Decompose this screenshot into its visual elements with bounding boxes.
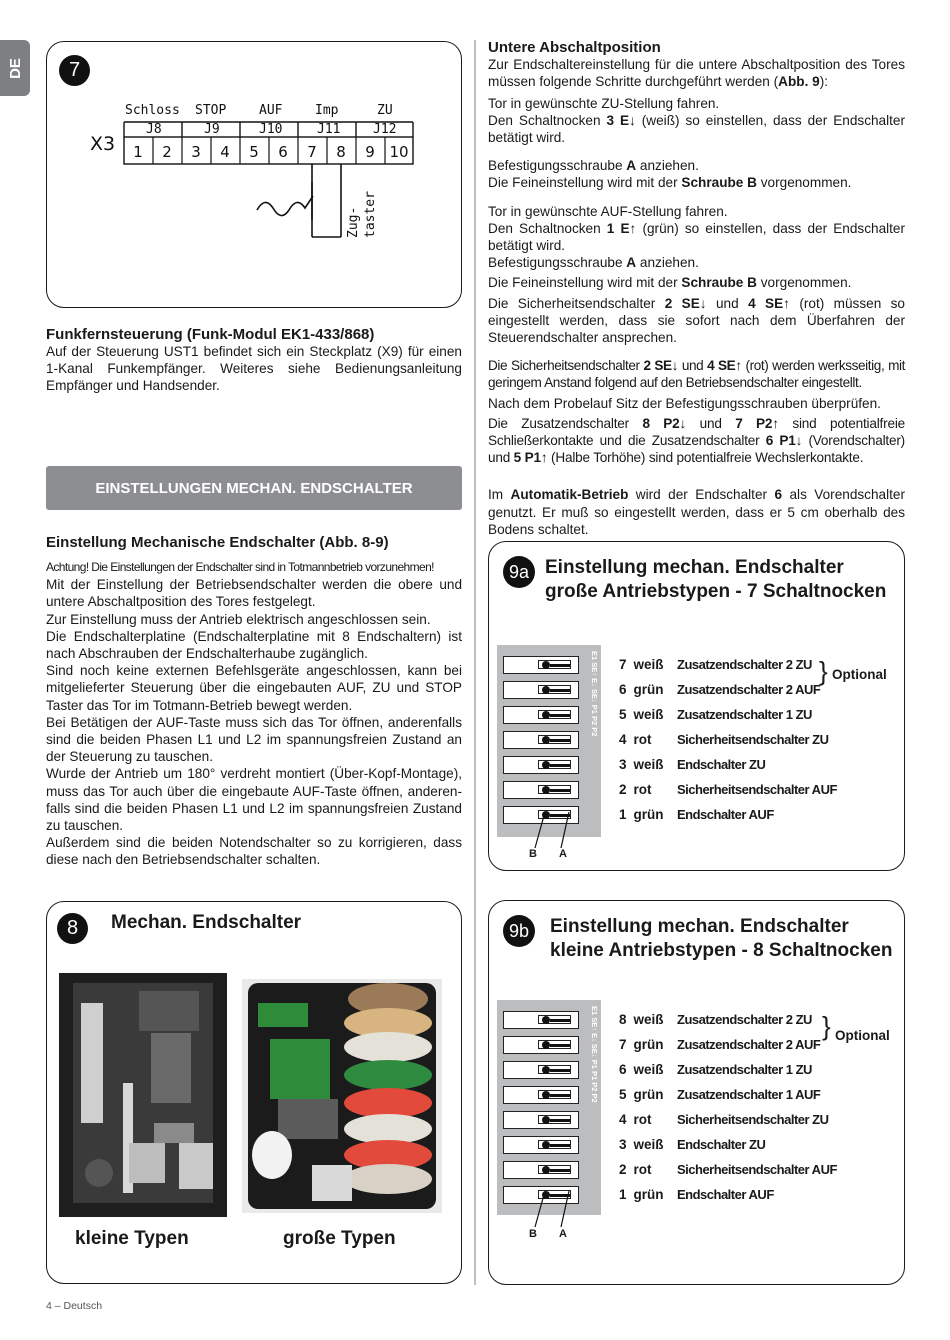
mech-section [46,534,462,869]
figure-9b-title [550,915,892,963]
photo-small-types [59,973,227,1217]
mech-paragraph-5: Bei Betätigen der AUF-Taste muss sich das Tor öffnen, anderenfalls sind die beiden Phasen L1 und L2 im spannungsfreien Zustand an der Steuerung zu tauschen. [46,714,462,765]
untere-safety-1: Die Sicherheitsendschalter 2 SE↓ und 4 SE↑ (rot) müssen so eingestellt werden, dass sie sofort nach dem Überfahren der Steuerendschalter ansprechen. [488,295,905,346]
switch-name: Zusatzendschalter 1 ZU [677,707,812,722]
switch-name: Zusatzendschalter 2 ZU [677,1012,812,1027]
switch-row-number-color [619,757,679,772]
switch-color: rot [633,1162,652,1177]
switch-number: 4 [619,1112,627,1127]
optional-brace-9b: } [822,1011,831,1041]
switch-row-number-color [619,1087,679,1102]
label-b-9b: B [529,1228,537,1240]
switch-number: 5 [619,1087,627,1102]
switch-color: grün [633,1187,664,1202]
mech-paragraph-1: Mit der Einstellung der Betriebsendschalter werden die obere und untere Abschaltposition des Tores festgelegt. [46,577,462,610]
switch-name: Zusatzendschalter 1 AUF [677,1087,821,1102]
figure-9a-title [545,556,886,604]
switch-name: Endschalter AUF [677,807,774,822]
untere-step-cam3: Den Schaltnocken 3 E↓ (weiß) so einstellen, dass der Endschalter betätigt wird. [488,112,905,146]
switch-number: 1 [619,807,627,822]
switch-color: rot [633,1112,652,1127]
terminal-1: 1 [133,143,143,161]
optional-label-9b: Optional [835,1028,890,1043]
switch-name: Zusatzendschalter 2 AUF [677,1037,821,1052]
jumper-label-j12: J12 [373,122,397,137]
jumper-label-j8: J8 [146,122,162,137]
jumper-label-j11: J11 [317,122,341,137]
figure-8-box [46,901,462,1284]
figure-9b-number: 9b [503,915,535,947]
switch-name: Sicherheitsendschalter AUF [677,1162,837,1177]
untere-additional: Die Zusatzendschalter 8 P2↓ und 7 P2↑ sind potentialfreie Schließerkontakte und die Zusatzendschalter 6 P1↓ (Vorendschalter) und 5 P1↑ (Halbe Torhöhe) sind potentialfreie Wechslerkontakte. [488,415,906,466]
untere-safety-2: Die Sicherheitsendschalter 2 SE↓ und 4 SE↑ (rot) werden werksseitig, mit geringem Anstand folgend auf den Betriebsendschalter eingestellt. [488,358,905,391]
group-label-imp: Imp [315,103,339,118]
mech-paragraph-4: Sind noch keine externen Befehlsgeräte angeschlossen, kann bei mitgelieferter Steuerung über die eingebauten AUF, ZU und STOP Taster das Tor im Totmann-Betrieb bewegt werden. [46,663,462,713]
pointer-lines-9b [497,1191,597,1241]
caption-large-types: große Typen [283,1228,396,1249]
funk-body: Auf der Steuerung UST1 befindet sich ein Steckplatz (X9) für einen 1-Kanal Funkempfänger. Weiteres siehe Bedienungsanleitung Empfänger und Handsender. [46,344,462,394]
language-tab [0,40,30,96]
switch-panel-label: E1 SE↑ E↓ SE↓ P1 P1 P2 P2 [590,1006,599,1103]
label-b-9a: B [529,848,537,860]
language-label: DE [6,57,24,79]
switch-row-number-color [619,657,679,672]
label-a-9b: A [559,1228,567,1240]
switch-color: grün [633,682,664,697]
pull-switch-label-2: taster [363,191,378,238]
mech-paragraph-3: Die Endschalterplatine (Endschalterplatine mit 8 Endschaltern) ist nach Abschrauben der Endschalterhaube zugänglich. [46,628,462,662]
switch-name: Zusatzendschalter 2 AUF [677,682,821,697]
switch-color: weiß [633,657,664,672]
terminal-5: 5 [249,143,259,161]
figure-7-number: 7 [59,55,90,86]
switch-name: Endschalter ZU [677,757,766,772]
section-banner: EINSTELLUNGEN MECHAN. ENDSCHALTER [46,466,462,510]
mech-paragraph-2: Zur Einstellung muss der Antrieb elektrisch angeschlossen sein. [46,611,431,627]
figure-9a-title-line-2: große Antriebstypen - 7 Schaltnocken [545,581,887,602]
terminal-9: 9 [365,143,375,161]
untere-intro: Zur Endschaltereinstellung für die untere Abschaltposition des Tores müssen folgende Schritte durchgeführt werden (Abb. 9): [488,57,905,90]
terminal-10: 10 [389,143,409,161]
terminal-8: 8 [336,143,346,161]
photo-large-types [242,979,442,1213]
switch-row-number-color [619,1112,679,1127]
switch-panel-label: E1 SE↑ E↓ SE↓ P1 P2 P2 [590,651,599,737]
mech-warning: Achtung! Die Einstellungen der Endschalter sind in Totmannbetrieb vorzunehmen! [46,560,434,574]
switch-name: Endschalter AUF [677,1187,774,1202]
switch-number: 6 [619,682,627,697]
figure-7-box [46,41,462,308]
terminal-2: 2 [162,143,172,161]
switch-number: 8 [619,1012,627,1027]
switch-name: Sicherheitsendschalter AUF [677,782,837,797]
switch-row-number-color [619,782,679,797]
untere-step-auf: Tor in gewünschte AUF-Stellung fahren. [488,203,728,219]
untere-heading: Untere Abschaltposition [488,39,661,56]
switch-color: weiß [633,1062,664,1077]
funk-heading: Funkfernsteuerung (Funk-Modul EK1-433/868) [46,326,375,343]
terminal-6: 6 [278,143,288,161]
switch-row-number-color [619,1037,679,1052]
switch-name: Sicherheitsendschalter ZU [677,1112,829,1127]
switch-number: 7 [619,1037,627,1052]
switch-color: weiß [633,1137,664,1152]
switch-color: grün [633,1087,664,1102]
switch-row-number-color [619,682,679,697]
caption-small-types: kleine Typen [75,1228,189,1249]
switch-row-number-color [619,1062,679,1077]
switch-name: Sicherheitsendschalter ZU [677,732,829,747]
switch-number: 5 [619,707,627,722]
switch-row-number-color [619,1012,679,1027]
jumper-label-j9: J9 [204,122,220,137]
switch-number: 1 [619,1187,627,1202]
funk-section [46,326,462,395]
untere-step-fine-2: Die Feineinstellung wird mit der Schraube B vorgenommen. [488,275,852,291]
untere-step-fine-1: Die Feineinstellung wird mit der Schraube B vorgenommen. [488,175,852,191]
switch-name: Endschalter ZU [677,1137,766,1152]
switch-number: 4 [619,732,627,747]
switch-row-number-color [619,1187,679,1202]
untere-automatik: Im Automatik-Betrieb wird der Endschalter 6 als Vorendschalter genutzt. Er muß so eingestellt werden, dass er 5 cm oberhalb des Bodens schaltet. [488,487,905,537]
switch-number: 3 [619,757,627,772]
switch-color: grün [633,807,664,822]
figure-9b-title-line-2: kleine Antriebstypen - 8 Schaltnocken [550,940,893,961]
untere-step-screw-a-2: Befestigungsschraube A anziehen. [488,255,699,271]
column-divider [474,40,476,1285]
untere-step-screw-a-1: Befestigungsschraube A anziehen. [488,158,699,174]
figure-9a-number: 9a [503,556,535,588]
switch-number: 7 [619,657,627,672]
switch-color: rot [633,732,652,747]
terminal-4: 4 [220,143,230,161]
group-label-zu: ZU [377,103,393,118]
mech-heading: Einstellung Mechanische Endschalter (Abb. 8-9) [46,534,389,551]
pull-switch-symbol [257,164,341,237]
untere-step-cam1: Den Schaltnocken 1 E↑ (grün) so einstellen, dass der Endschalter betätigt wird. [488,220,906,254]
figure-9b-box [488,900,905,1285]
switch-number: 6 [619,1062,627,1077]
terminal-7: 7 [307,143,317,161]
switch-color: weiß [633,707,664,722]
mech-paragraph-6: Wurde der Antrieb um 180° verdreht montiert (Über-Kopf-Montage), muss das Tor auch über die eingebaute AUF-Taste öffnen, anderen-falls sind die beiden Phasen L1 und L2 im spannungsfreien Zustand zu tauschen. [46,766,462,834]
untere-section [488,39,905,538]
group-label-auf: AUF [259,103,283,118]
page-footer: 4 – Deutsch [46,1300,103,1312]
switch-row-number-color [619,707,679,722]
switch-row-number-color [619,1162,679,1177]
switch-row-number-color [619,807,679,822]
switch-color: grün [633,1037,664,1052]
connector-x3-label: X3 [90,133,116,155]
pointer-lines-9a [497,812,597,862]
figure-8-title: Mechan. Endschalter [111,912,302,933]
group-label-schloss: Schloss [125,103,180,118]
optional-brace-9a: } [819,656,828,686]
figure-9a-box [488,541,905,871]
switch-color: weiß [633,757,664,772]
switch-row-number-color [619,1137,679,1152]
switch-color: rot [633,782,652,797]
switch-name: Zusatzendschalter 1 ZU [677,1062,812,1077]
pull-switch-label-1: Zug- [346,206,361,238]
switch-color: weiß [633,1012,664,1027]
switch-number: 2 [619,782,627,797]
group-label-stop: STOP [195,103,227,118]
figure-9b-title-line-1: Einstellung mechan. Endschalter [550,916,849,937]
optional-label-9a: Optional [832,667,887,682]
switch-row-number-color [619,732,679,747]
switch-number: 2 [619,1162,627,1177]
figure-9a-title-line-1: Einstellung mechan. Endschalter [545,557,844,578]
label-a-9a: A [559,848,567,860]
jumper-label-j10: J10 [259,122,283,137]
terminal-3: 3 [191,143,201,161]
untere-step-zu: Tor in gewünschte ZU-Stellung fahren. [488,95,720,111]
rows-9b [497,1000,837,1215]
figure-8-number: 8 [57,913,88,944]
untere-check: Nach dem Probelauf Sitz der Befestigungsschrauben überprüfen. [488,395,881,411]
mech-paragraph-7: Außerdem sind die beiden Notendschalter so zu korrigieren, dass diese nach den Betriebsendschalter schalten. [46,835,462,868]
terminal-diagram [47,42,461,306]
switch-name: Zusatzendschalter 2 ZU [677,657,812,672]
switch-number: 3 [619,1137,627,1152]
